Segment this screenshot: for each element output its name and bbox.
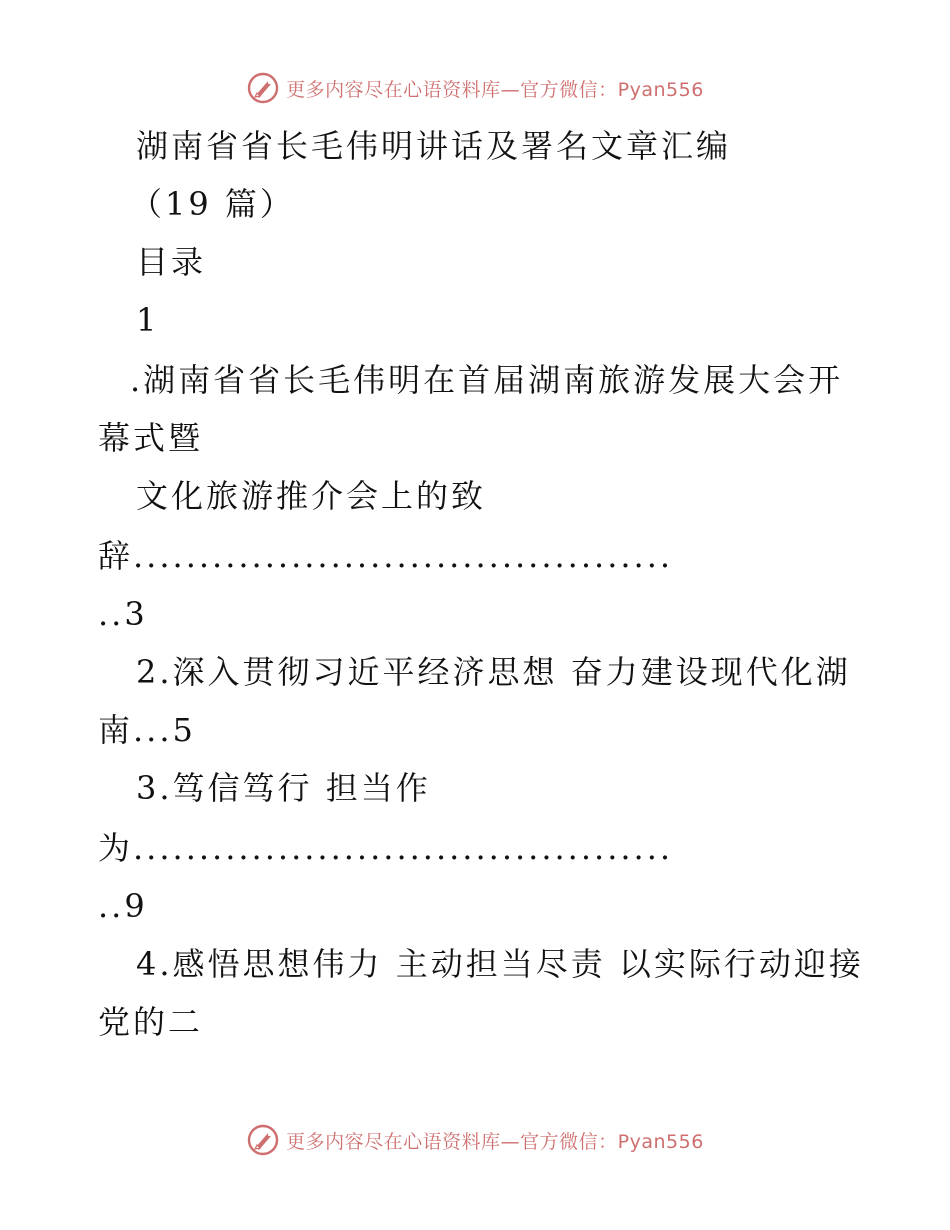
document-title: 湖南省省长毛伟明讲话及署名文章汇编 — [136, 127, 732, 165]
footer-watermark — [0, 1122, 950, 1158]
toc-line: 文化旅游推介会上的致 — [136, 477, 487, 515]
toc-line: 幕式暨 — [98, 419, 204, 457]
toc-leader-line: 为......................................... — [98, 829, 674, 867]
toc-heading: 目录 — [136, 243, 207, 281]
toc-entry-3[interactable]: 3.笃信笃行 担当作 — [136, 769, 431, 807]
toc-page-number: ..9 — [98, 887, 148, 925]
toc-page-number: ..3 — [98, 595, 148, 633]
toc-line: 党的二 — [98, 1003, 204, 1041]
pen-nib-logo-icon — [246, 71, 280, 105]
toc-entry-4[interactable]: 4.感悟思想伟力 主动担当尽责 以实际行动迎接 — [136, 945, 864, 983]
toc-entry-2[interactable]: 2.深入贯彻习近平经济思想 奋力建设现代化湖 — [136, 653, 851, 691]
watermark-text: 更多内容尽在心语资料库—官方微信：Pyan556 — [286, 78, 704, 101]
document-count: （19 篇） — [130, 185, 295, 223]
watermark-text: 更多内容尽在心语资料库—官方微信：Pyan556 — [286, 1130, 704, 1153]
toc-line: 1 — [136, 301, 160, 339]
toc-page-number: 南...5 — [98, 711, 196, 749]
pen-nib-logo-icon — [246, 1123, 280, 1157]
header-watermark — [0, 70, 950, 106]
toc-leader-line: 辞......................................... — [98, 537, 674, 575]
toc-entry-1[interactable]: .湖南省省长毛伟明在首届湖南旅游发展大会开 — [130, 361, 844, 399]
